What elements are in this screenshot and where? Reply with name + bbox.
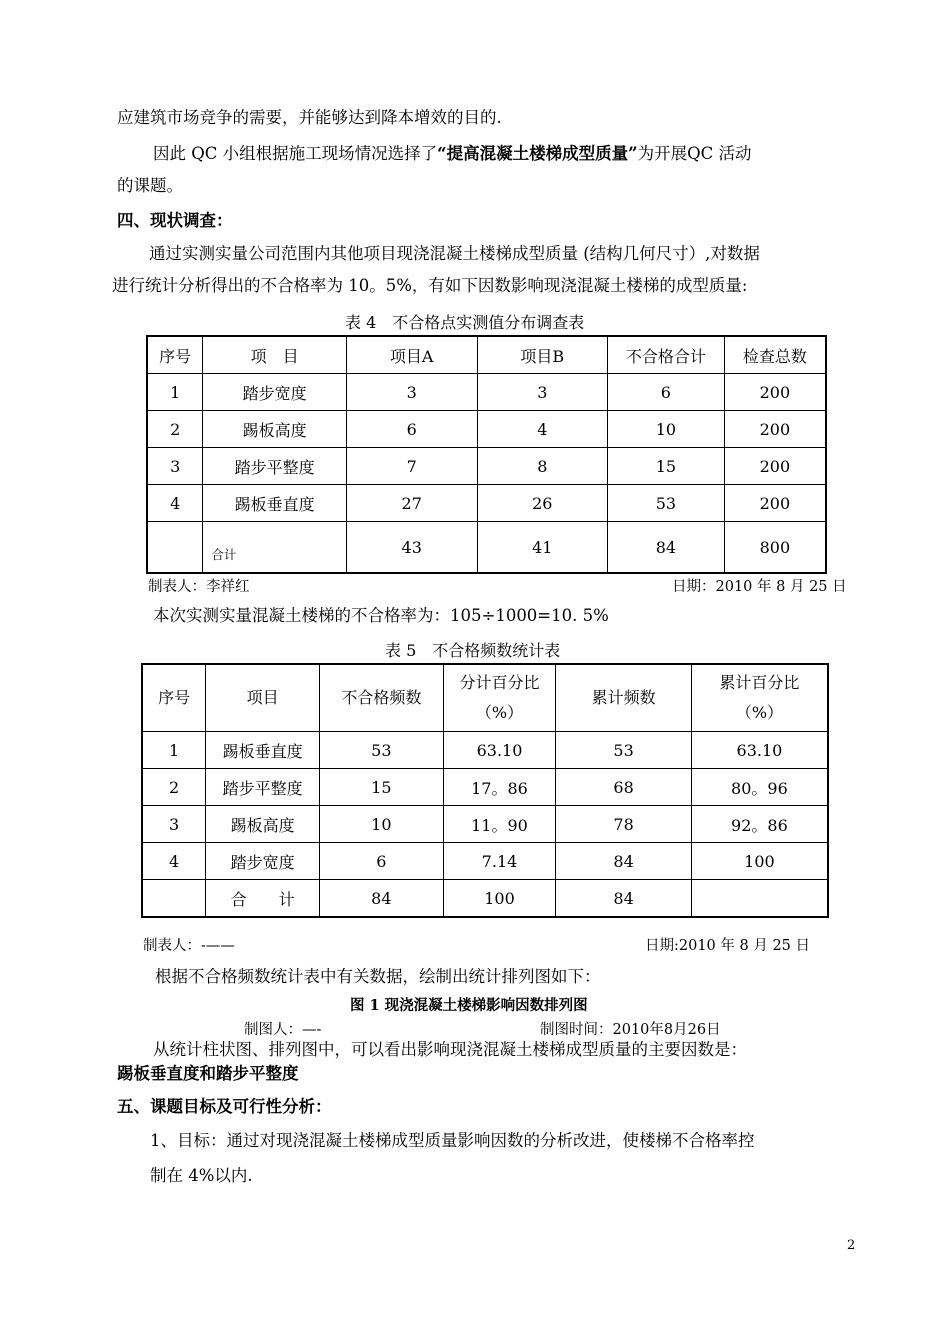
table-cell: 68 — [556, 769, 692, 806]
table5-header-cell: 累计频数 — [556, 664, 692, 732]
table-cell: 53 — [320, 732, 444, 769]
table-cell: 7 — [346, 448, 477, 485]
table-cell: 200 — [724, 411, 826, 448]
table-cell: 84 — [320, 880, 444, 918]
table4-date: 日期：2010 年 8 月 25 日 — [672, 579, 847, 595]
table-cell — [147, 522, 203, 574]
table-cell: 1 — [147, 374, 203, 411]
table-cell: 踏步宽度 — [203, 374, 347, 411]
table4-header-cell: 项目B — [477, 336, 608, 374]
conclusion-line-1: 从统计柱状图、排列图中，可以看出影响现浇混凝土楼梯成型质量的主要因数是： — [153, 1040, 747, 1059]
table-row — [147, 485, 826, 522]
table-cell: 53 — [608, 485, 725, 522]
table-cell: 6 — [320, 843, 444, 880]
table-cell: 4 — [147, 485, 203, 522]
header-unit: （%） — [475, 703, 524, 722]
intro-line-2-text-b: 为开展QC 活动 — [637, 144, 752, 163]
table4-maker: 制表人：李祥红 — [148, 579, 250, 595]
table-cell — [142, 880, 206, 918]
table-cell: 53 — [556, 732, 692, 769]
section5-heading: 五、课题目标及可行性分析： — [117, 1097, 332, 1116]
table5-header-cell: 序号 — [142, 664, 206, 732]
table-cell: 4 — [142, 843, 206, 880]
table-cell: 84 — [556, 843, 692, 880]
goal-line-2: 制在 4%以内. — [150, 1166, 253, 1185]
table5-total-row — [142, 880, 828, 918]
table5-header-cell: 不合格频数 — [320, 664, 444, 732]
table-cell: 踏步平整度 — [203, 448, 347, 485]
table-cell: 11。90 — [443, 806, 556, 843]
header-unit: （%） — [735, 703, 784, 722]
section4-heading: 四、现状调查： — [117, 211, 233, 230]
table5-header-row — [142, 664, 828, 732]
table-cell: 6 — [608, 374, 725, 411]
table4-header-row — [147, 336, 826, 374]
rate-line: 本次实测实量混凝土楼梯的不合格率为：105÷1000=10. 5% — [153, 606, 609, 625]
table-cell: 78 — [556, 806, 692, 843]
table5-caption: 表 5 不合格频数统计表 — [385, 641, 561, 660]
table-cell: 27 — [346, 485, 477, 522]
table-cell: 15 — [320, 769, 444, 806]
table-cell: 41 — [477, 522, 608, 574]
table-row — [142, 732, 828, 769]
table-cell: 200 — [724, 374, 826, 411]
table-cell: 3 — [147, 448, 203, 485]
table5 — [141, 663, 829, 918]
table5-date: 日期:2010 年 8 月 25 日 — [645, 938, 811, 954]
table-row — [142, 806, 828, 843]
table-cell: 200 — [724, 485, 826, 522]
table-cell: 43 — [346, 522, 477, 574]
table-cell: 92。86 — [691, 806, 828, 843]
table-cell: 2 — [147, 411, 203, 448]
figure-caption: 图 1 现浇混凝土楼梯影响因数排列图 — [350, 997, 588, 1014]
table5-header-cell: 项目 — [206, 664, 320, 732]
table-cell: 6 — [346, 411, 477, 448]
table-cell: 踏步宽度 — [206, 843, 320, 880]
table-cell: 26 — [477, 485, 608, 522]
table-cell: 踢板垂直度 — [203, 485, 347, 522]
table5-maker: 制表人：-—— — [143, 938, 235, 954]
table-cell: 踢板高度 — [203, 411, 347, 448]
table4-total-label: 合计 — [203, 522, 347, 574]
table5-total-label: 合 计 — [206, 880, 320, 918]
chart-intro: 根据不合格频数统计表中有关数据，绘制出统计排列图如下： — [155, 967, 601, 986]
table4-caption: 表 4 不合格点实测值分布调查表 — [345, 313, 585, 332]
table5-header-cell — [691, 664, 828, 732]
table-cell: 80。96 — [691, 769, 828, 806]
table-cell: 2 — [142, 769, 206, 806]
table-cell: 17。86 — [443, 769, 556, 806]
table4-header-cell: 项 目 — [203, 336, 347, 374]
table4 — [146, 335, 827, 574]
header-line: 累计百分比 — [719, 673, 800, 692]
table4-header-cell: 序号 — [147, 336, 203, 374]
table4-header-cell: 检查总数 — [724, 336, 826, 374]
table-cell: 4 — [477, 411, 608, 448]
table-cell: 10 — [608, 411, 725, 448]
intro-line-1: 应建筑市场竞争的需要，并能够达到降本增效的目的. — [117, 108, 502, 127]
intro-line-3: 的课题。 — [117, 176, 183, 195]
table-cell: 3 — [346, 374, 477, 411]
table-row — [147, 411, 826, 448]
table-cell: 10 — [320, 806, 444, 843]
table4-total-row — [147, 522, 826, 574]
header-line: 分计百分比 — [459, 673, 540, 692]
table-cell: 84 — [556, 880, 692, 918]
table-cell: 踢板垂直度 — [206, 732, 320, 769]
table-row — [147, 374, 826, 411]
table-cell: 踢板高度 — [206, 806, 320, 843]
table-cell: 100 — [691, 843, 828, 880]
table5-header-cell — [443, 664, 556, 732]
intro-line-2-text-a: 因此 QC 小组根据施工现场情况选择了 — [153, 144, 438, 163]
table-cell: 800 — [724, 522, 826, 574]
table4-header-cell: 项目A — [346, 336, 477, 374]
table4-header-cell: 不合格合计 — [608, 336, 725, 374]
table-cell: 7.14 — [443, 843, 556, 880]
table-row — [147, 448, 826, 485]
table-cell: 200 — [724, 448, 826, 485]
main-factors: 踢板垂直度和踏步平整度 — [117, 1064, 299, 1083]
figure-maker: 制图人：—- — [244, 1022, 322, 1038]
table-cell: 8 — [477, 448, 608, 485]
table-cell: 15 — [608, 448, 725, 485]
table-cell: 踏步平整度 — [206, 769, 320, 806]
page-number: 2 — [847, 1238, 856, 1253]
table-row — [142, 843, 828, 880]
section4-para-line-2: 进行统计分析得出的不合格率为 10。5%，有如下因数影响现浇混凝土楼梯的成型质量: — [112, 276, 748, 295]
table-cell: 3 — [142, 806, 206, 843]
goal-line-1: 1、目标：通过对现浇混凝土楼梯成型质量影响因数的分析改进，使楼梯不合格率控 — [150, 1131, 755, 1150]
table-row — [142, 769, 828, 806]
table-cell: 1 — [142, 732, 206, 769]
table-cell: 84 — [608, 522, 725, 574]
table-cell: 3 — [477, 374, 608, 411]
table-cell — [691, 880, 828, 918]
table-cell: 63.10 — [691, 732, 828, 769]
table-cell: 63.10 — [443, 732, 556, 769]
topic-title: “提高混凝土楼梯成型质量” — [437, 144, 638, 163]
figure-time: 制图时间：2010年8月26日 — [540, 1022, 721, 1038]
section4-para-line-1: 通过实测实量公司范围内其他项目现浇混凝土楼梯成型质量 (结构几何尺寸）,对数据 — [149, 244, 760, 263]
intro-line-2 — [153, 144, 752, 164]
table-cell: 100 — [443, 880, 556, 918]
